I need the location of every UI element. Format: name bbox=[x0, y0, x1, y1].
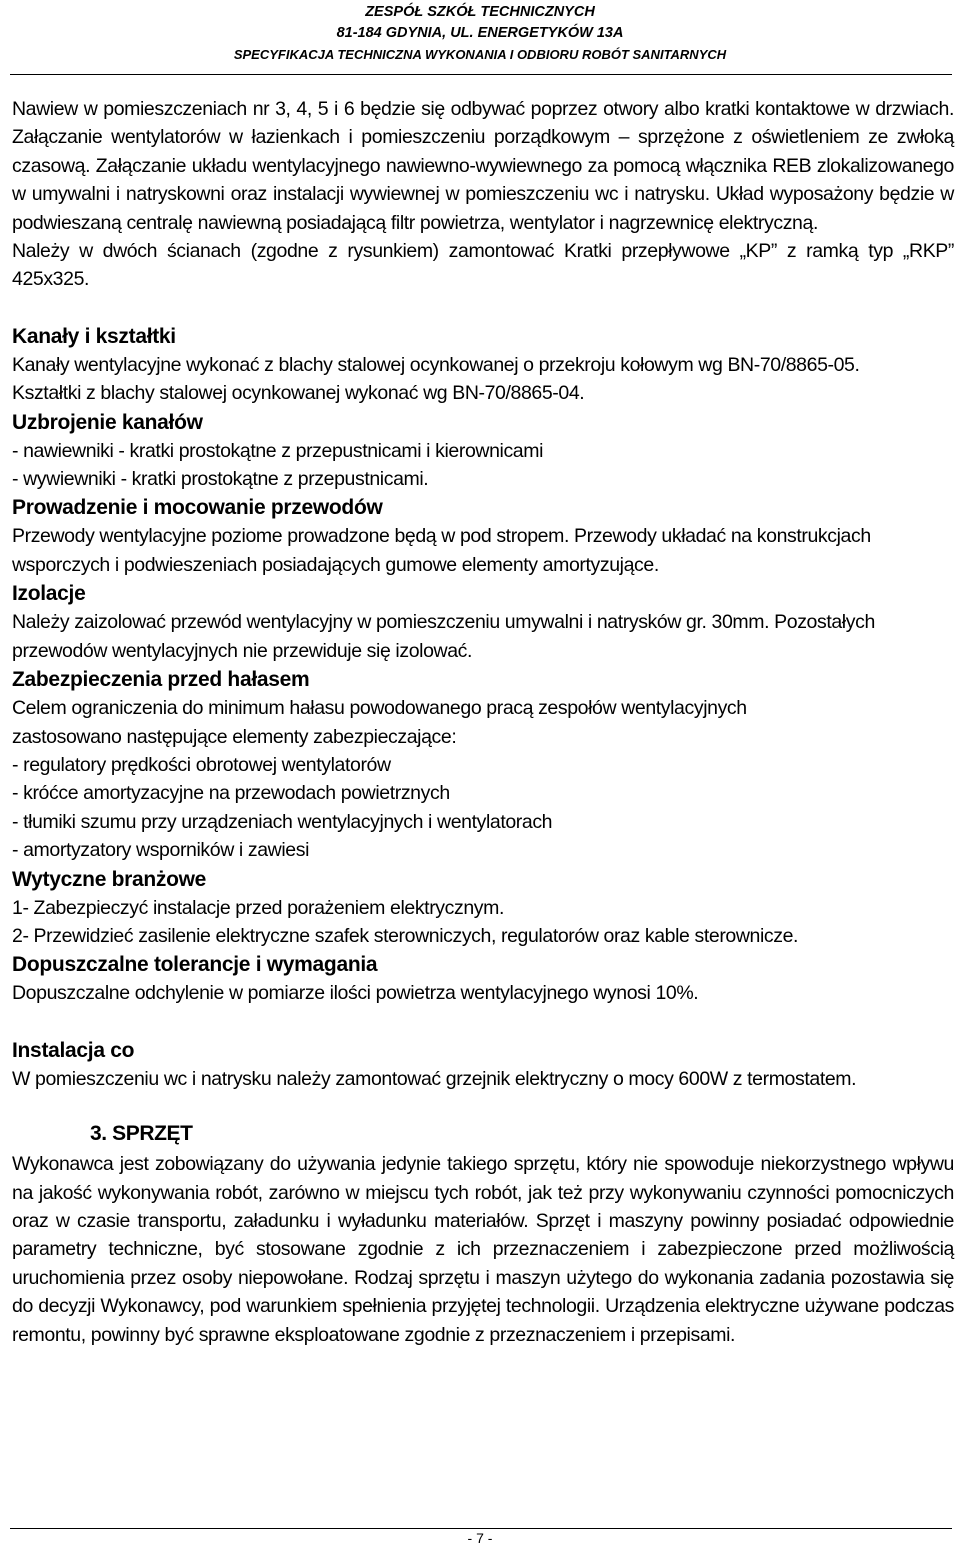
intro-paragraph: Nawiew w pomieszczeniach nr 3, 4, 5 i 6 będzie się odbywać poprzez otwory albo kratki kontaktowe w drzwiach. Załączanie wentylatorów w łazienkach i pomieszczeniu porządkowym – sprzężone z oświetleniem ze zwłoką czasową. Załączanie układu wentylacyjnego nawiewno-wywiewnego za pomocą włącznika REB zlokalizowanego w umywalni i natryskowni oraz instalacji wywiewnej w pomieszczeniu wc i natrysku. Układ wyposażony będzie w podwieszaną centralę nawiewną posiadającą filtr powietrza, wentylator i nagrzewnicę elektryczną. bbox=[12, 98, 954, 234]
list-item: - tłumiki szumu przy urządzeniach wentylacyjnych i wentylatorach bbox=[12, 810, 553, 833]
footer-divider bbox=[10, 1528, 952, 1529]
section-heading-halas: Zabezpieczenia przed hałasem bbox=[12, 668, 310, 692]
list-item: 2- Przewidzieć zasilenie elektryczne szafek sterowniczych, regulatorów oraz kable sterownicze. bbox=[12, 924, 799, 947]
document-body bbox=[12, 95, 954, 1349]
list-item: 1- Zabezpieczyć instalacje przed porażeniem elektrycznym. bbox=[12, 896, 504, 919]
prowadzenie-paragraph: Przewody wentylacyjne poziome prowadzone będą w pod stropem. Przewody układać na konstrukcjach wsporczych i podwieszeniach posiadających gumowe elementy amortyzujące. bbox=[12, 525, 871, 576]
sprzet-paragraph: Wykonawca jest zobowiązany do używania jedynie takiego sprzętu, który nie spowoduje niekorzystnego wpływu na jakość wykonywania robót, zarówno w miejscu tych robót, jak też przy wykonywaniu czynności pomocniczych oraz w czasie transportu, załadunku i wyładunku materiałów. Sprzęt i maszyny powinny posiadać odpowiednie parametry techniczne, być stosowane zgodnie z ich przeznaczeniem i zabezpieczone przed możliwością uruchomienia przez osoby niepowołane. Rodzaj sprzętu i maszyn użytego do wykonania zadania pozostawia się do decyzji Wykonawcy, pod warunkiem spełnienia przyjętej technologii. Urządzenia elektryczne używane podczas remontu, powinny być sprawne eksploatowane zgodnie z przeznaczeniem i przepisami. bbox=[12, 1153, 954, 1346]
kanaly-paragraph: Kanały wentylacyjne wykonać z blachy stalowej ocynkowanej o przekroju kołowym wg BN-70/8865-05. bbox=[12, 353, 860, 376]
header-divider bbox=[10, 74, 952, 75]
tolerancje-paragraph: Dopuszczalne odchylenie w pomiarze ilości powietrza wentylacyjnego wynosi 10%. bbox=[12, 982, 699, 1005]
section-heading-wytyczne: Wytyczne branżowe bbox=[12, 867, 207, 891]
section-heading-instalacja-co: Instalacja co bbox=[12, 1038, 135, 1062]
section-heading-izolacje: Izolacje bbox=[12, 582, 86, 606]
izolacje-paragraph: Należy zaizolować przewód wentylacyjny w pomieszczeniu umywalni i natrysków gr. 30mm. Pozostałych przewodów wentylacyjnych nie przewiduje się izolować. bbox=[12, 611, 875, 662]
kanaly-paragraph: Kształtki z blachy stalowej ocynkowanej wykonać wg BN-70/8865-04. bbox=[12, 382, 585, 405]
list-item: - regulatory prędkości obrotowej wentylatorów bbox=[12, 753, 391, 776]
list-item: - wywiewniki - kratki prostokątne z przepustnicami. bbox=[12, 468, 429, 491]
section-heading-prowadzenie: Prowadzenie i mocowanie przewodów bbox=[12, 496, 383, 520]
header-school-name: ZESPÓŁ SZKÓŁ TECHNICZNYCH bbox=[365, 4, 595, 20]
list-item: - amortyzatory wsporników i zawiesi bbox=[12, 839, 310, 862]
section-heading-uzbrojenie: Uzbrojenie kanałów bbox=[12, 410, 203, 434]
page-header bbox=[0, 2, 960, 65]
header-address: 81-184 GDYNIA, UL. ENERGETYKÓW 13A bbox=[336, 25, 624, 41]
section-heading-sprzet: 3. SPRZĘT bbox=[90, 1122, 193, 1146]
instalacja-co-paragraph: W pomieszczeniu wc i natrysku należy zamontować grzejnik elektryczny o mocy 600W z termostatem. bbox=[12, 1067, 857, 1090]
section-heading-kanaly: Kanały i kształtki bbox=[12, 324, 176, 348]
list-item: - króćce amortyzacyjne na przewodach powietrznych bbox=[12, 782, 450, 805]
list-item: - nawiewniki - kratki prostokątne z przepustnicami i kierownicami bbox=[12, 439, 544, 462]
page-number: - 7 - bbox=[467, 1530, 493, 1546]
section-heading-tolerancje: Dopuszczalne tolerancje i wymagania bbox=[12, 953, 378, 977]
header-document-title: SPECYFIKACJA TECHNICZNA WYKONANIA I ODBIORU ROBÓT SANITARNYCH bbox=[233, 47, 727, 62]
halas-paragraph: Celem ograniczenia do minimum hałasu powodowanego pracą zespołów wentylacyjnych zastosowano następujące elementy zabezpieczające: bbox=[12, 697, 747, 748]
intro-paragraph-grilles: Należy w dwóch ścianach (zgodne z rysunkiem) zamontować Kratki przepływowe „KP” z ramką typ „RKP” 425x325. bbox=[12, 240, 954, 291]
